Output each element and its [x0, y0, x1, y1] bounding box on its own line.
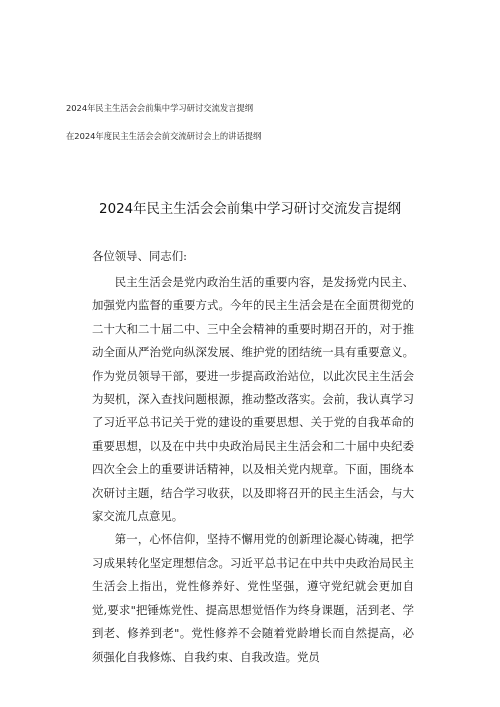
paragraph-1: 民主生活会是党内政治生活的重要内容，是发扬党内民主、加强党内监督的重要方式。今年的民主生活会是在全面贯彻党的二十大和二十届二中、三中全会精神的重要时期召开的，对于推动全面从严治党向纵深发展、维护党的团结统一具有重要意义。作为党员领导干部，要进一步提高政治站位，以此次民主生活会为契机，深入查找问题根源，推动整改落实。会前，我认真学习了习近平总书记关于党的建设的重要思想、关于党的自我革命的重要思想，以及在中共中央政治局民主生活会和二十届中央纪委四次全会上的重要讲话精神，以及相关党内规章。下面，围绕本次研讨主题，结合学习收获，以及即将召开的民主生活会，与大家交流几点意见。 [92, 275, 414, 524]
salutation: 各位领导、同志们: [92, 249, 187, 263]
paragraph-2: 第一，心怀信仰，坚持不懈用党的创新理论凝心铸魂，把学习成果转化坚定理想信念。习近平总书记在中共中央政治局民主生活会上指出，党性修养好、党性坚强，遵守党纪就会更加自觉,要求"把锤炼党性、提高思想觉悟作为终身课题，活到老、学到老、修养到老"。党性修养不会随着党龄增长而自然提高，必须强化自我修炼、自我约束、自我改造。党员 [92, 532, 414, 664]
document-body [92, 271, 414, 707]
document-title: 2024年民主生活会会前集中学习研讨交流发言提纲 [99, 202, 401, 217]
header-title-line-2: 在2024年度民主生活会会前交流研讨会上的讲话提纲 [66, 131, 262, 141]
header-title-line-1: 2024年民主生活会会前集中学习研讨交流发言提纲 [66, 103, 254, 113]
